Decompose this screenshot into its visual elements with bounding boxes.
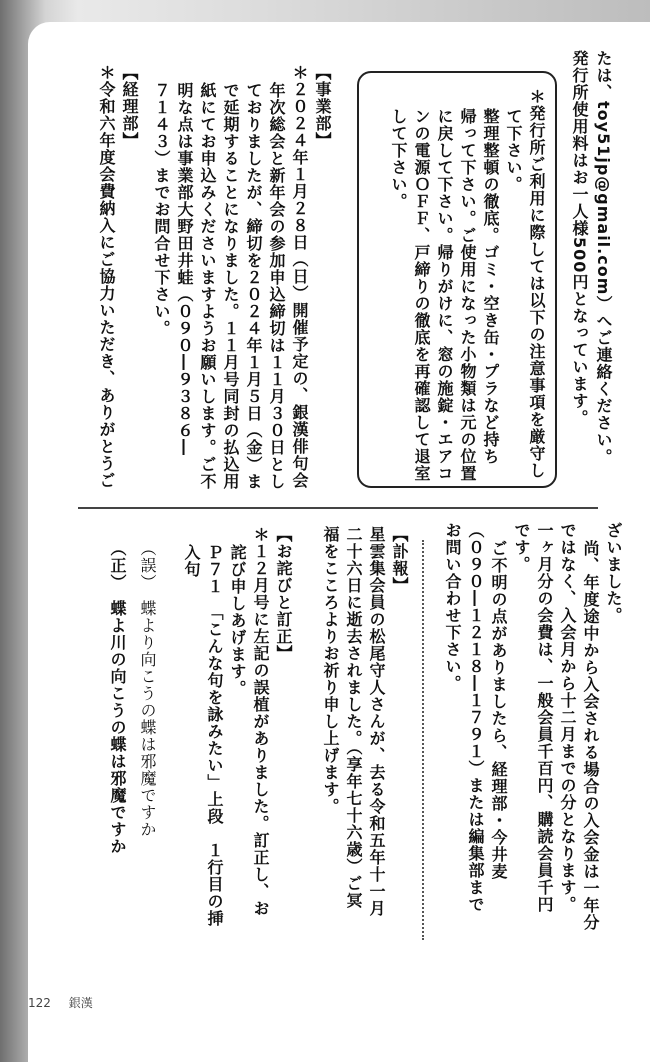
keiri-cont-line-4: 一ヶ月分の会費は、一般会員千百円、購読会員千円 bbox=[535, 522, 554, 913]
keiri-cont-line-8: お問い合わせ下さい。 bbox=[443, 522, 462, 692]
keiri-cont-line-5: です。 bbox=[512, 522, 531, 573]
notice-line-4: 帰って下さい。ご使用になった小物類は元の位置 bbox=[458, 108, 477, 482]
magazine-title: 銀漢 bbox=[68, 996, 93, 1010]
fuho-heading: 【訃報】 bbox=[390, 526, 409, 594]
jigyo-line-3: ておりましたが、締切を２０２４年１月５日（金）ま bbox=[244, 82, 263, 490]
owabi-line-1: ＊１２月号に左記の誤植がありました。訂正し、お bbox=[251, 526, 270, 917]
fuho-line-3: 福をこころよりお祈り申し上げます。 bbox=[321, 526, 340, 815]
contact-email-line: たは、toy51jp@gmail.com）へご連絡ください。 bbox=[594, 50, 613, 466]
notice-line-5: に戻して下さい。帰りがけに、窓の施錠・エアコ bbox=[435, 108, 454, 482]
keiri-cont-line-2: 尚、年度途中から入会される場合の入会金は一年分 bbox=[581, 540, 600, 931]
usage-fee-line: 発行所使用料はお一人様500円となっています。 bbox=[570, 50, 589, 427]
keiri-line-1: ＊令和六年度会費納入にご協力いただき、ありがとうご bbox=[97, 64, 116, 489]
keiri-cont-line-1: ざいました。 bbox=[604, 522, 623, 624]
jigyo-line-7: ７１４３）までお問合せ下さい。 bbox=[152, 82, 171, 337]
erratum-correct: （正） 蝶よ川の向こうの蝶は邪魔ですか bbox=[108, 540, 127, 855]
fuho-line-2: 二十六日に逝去されました。（享年七十六歳）ご冥 bbox=[344, 526, 363, 909]
jigyo-line-2: 年次総会と新年会の参加申込締切は１１月３０日とし bbox=[267, 82, 286, 490]
notice-line-6: ンの電源ＯＦＦ、戸締りの徹底を再確認して退室 bbox=[412, 108, 431, 482]
notice-line-3: 整理整頓の徹底。ゴミ・空き缶・プラなど持ち bbox=[481, 108, 500, 465]
page-number: 122 bbox=[28, 996, 51, 1010]
section-divider bbox=[78, 507, 598, 509]
owabi-line-3: Ｐ７１ 「こんな句を詠みたい」上段 １行目の挿 bbox=[205, 544, 224, 927]
keiri-cont-line-3: ではなく、入会月から十二月までの分となります。 bbox=[558, 522, 577, 913]
keiri-cont-line-6: ご不明の点がありましたら、経理部・今井麦 bbox=[489, 540, 508, 880]
erratum-wrong: （誤） 蝶より向こうの蝶は邪魔ですか bbox=[138, 540, 157, 838]
notice-line-2: て下さい。 bbox=[504, 108, 523, 193]
keiri-cont-line-7: （０９０―１２１８―１７９１）または編集部まで bbox=[466, 522, 485, 913]
owabi-line-4: 入句 bbox=[182, 544, 201, 578]
jigyo-line-4: で延期することになりました。１１月号同封の払込用 bbox=[221, 82, 240, 490]
jigyo-line-6: 明な点は事業部大野田井蛙（０９０―９３８６― bbox=[175, 82, 194, 456]
jigyo-line-5: 紙にてお申込みくださいますようお願いします。ご不 bbox=[198, 82, 217, 490]
jigyo-line-1: ＊２０２４年１月２８日（日）開催予定の、銀漢俳句会 bbox=[290, 64, 309, 489]
owabi-line-2: 詫び申しあげます。 bbox=[228, 544, 247, 697]
owabi-heading: 【お詫びと訂正】 bbox=[274, 526, 293, 662]
notice-line-1: ＊発行所ご利用に際しては以下の注意事項を厳守し bbox=[527, 88, 546, 479]
notice-line-7: して下さい。 bbox=[389, 108, 408, 210]
page-footer bbox=[28, 994, 107, 1011]
fuho-line-1: 星雲集会員の松尾守人さんが、去る令和五年十一月 bbox=[367, 526, 386, 917]
keiri-heading: 【経理部】 bbox=[120, 64, 139, 149]
jigyo-heading: 【事業部】 bbox=[313, 64, 332, 149]
dotted-divider bbox=[422, 540, 424, 940]
